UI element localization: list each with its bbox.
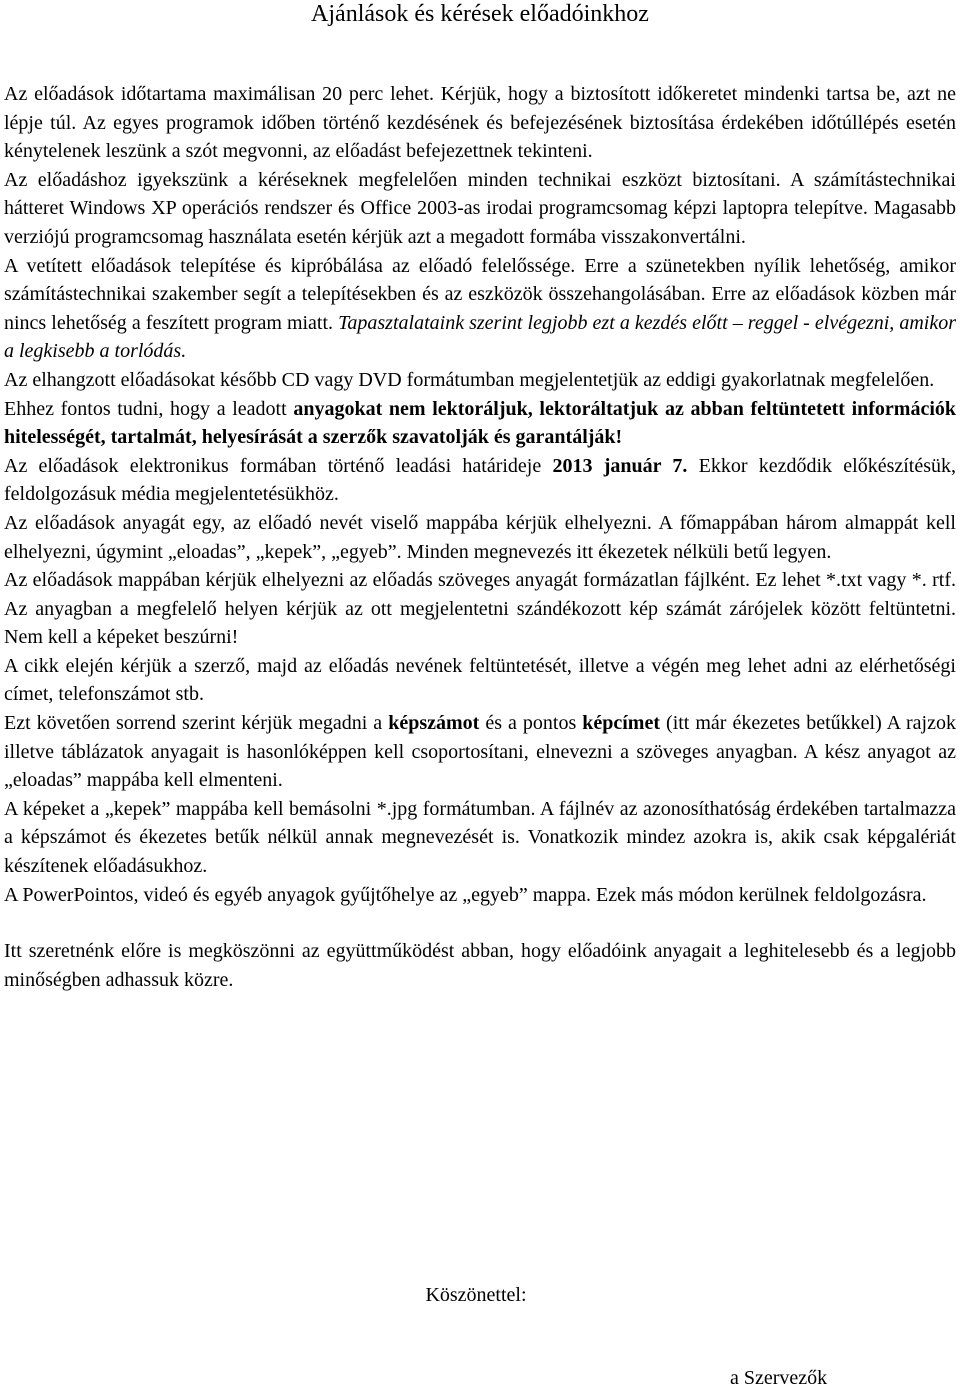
paragraph-closing: Itt szeretnénk előre is megköszönni az együttműködést abban, hogy előadóink anyagait a leghitelesebb és a legjobb minőségben adhassuk közre.: [4, 940, 956, 991]
paragraph-other-media: A PowerPointos, videó és egyéb anyagok gyűjtőhelye az „egyeb” mappa. Ezek más módon kerülnek feldolgozásra.: [4, 883, 927, 906]
document-body: [4, 80, 956, 994]
paragraph-article-header: A cikk elején kérjük a szerző, majd az előadás nevének feltüntetését, illetve a végén meg lehet adni az elérhetőségi címet, telefonszámot stb.: [4, 654, 956, 706]
paragraph-text-format: Az előadások mappában kérjük elhelyezni az előadás szöveges anyagát formázatlan fájlként. Ez lehet *.txt vagy *. rtf. Az anyagban a megfelelő helyen kérjük az ott megjelentetni szándékozott kép számát zárójelek között feltüntetni. Nem kell a képeket beszúrni!: [4, 569, 956, 649]
paragraph-publication: Az elhangzott előadásokat később CD vagy DVD formátumban megjelentetjük az eddigi gyakorlatnak megfelelően.: [4, 368, 935, 391]
paragraph-installation: [4, 252, 956, 366]
paragraph-deadline: [4, 452, 956, 509]
installation-text: A vetített előadások telepítése és kipróbálása az előadó felelőssége. Erre a szünetekben nyílik lehetőség, amikor számítástechnikai szakember segít a telepítésekben és az eszközök összehangolásában. Erre az előadások közben már nincs lehetőség a feszített program miatt.: [4, 254, 956, 334]
deadline-rest: Ekkor kezdődik előkészítésük, feldolgozásuk média megjelentetésükhöz.: [4, 454, 957, 506]
numbering-bold-2: képcímet: [582, 712, 661, 735]
document-page: [4, 0, 956, 994]
numbering-b: és a pontos: [479, 712, 583, 735]
paragraph-time-limit: Az előadások időtartama maximálisan 20 perc lehet. Kérjük, hogy a biztosított időkeretet mindenki tartsa be, azt ne lépje túl. Az egyes programok időben történő kezdésének és befejezésének biztosítása érdekében időtúllépés esetén kénytelenek leszünk a szót megvonni, az előadást befejezettnek tekinteni.: [4, 83, 956, 163]
deadline-date: 2013 január 7.: [552, 454, 688, 477]
paragraph-images: A képeket a „kepek” mappába kell bemásolni *.jpg formátumban. A fájlnév az azonosíthatóság érdekében tartalmazza a képszámot és ékezetes betűk nélkül annak megnevezését is. Vonatkozik mindez azokra is, akik csak képgalériát készítenek előadásukhoz.: [4, 797, 956, 878]
deadline-intro: Az előadások elektronikus formában történő leadási határideje: [4, 454, 553, 477]
paragraph-image-numbering: [4, 709, 956, 795]
responsibility-bold: anyagokat nem lektoráljuk, lektoráltatjuk az abban feltüntetett információk hitelességét, tartalmát, helyesírását a szerzők szavatolják és garantálják!: [4, 397, 956, 449]
paragraph-folders: Az előadások anyagát egy, az előadó nevét viselő mappába kérjük elhelyezni. A főmappában három almappát kell elhelyezni, úgymint „eloadas”, „kepek”, „egyeb”. Minden megnevezés itt ékezetek nélküli betű legyen.: [4, 511, 956, 563]
responsibility-intro: Ehhez fontos tudni, hogy a leadott: [4, 397, 294, 420]
paragraph-technical: Az előadáshoz igyekszünk a kéréseknek megfelelően minden technikai eszközt biztosítani. A számítástechnikai hátteret Windows XP operációs rendszer és Office 2003-as irodai programcsomag képzi laptopra telepítve. Magasabb verziójú programcsomag használata esetén kérjük azt a megadott formába visszakonvertálni.: [4, 168, 956, 248]
document-title: Ajánlások és kérések előadóinkhoz: [311, 1, 649, 27]
installation-tip: Tapasztalataink szerint legjobb ezt a kezdés előtt – reggel - elvégezni, amikor a legkisebb a torlódás.: [4, 311, 957, 363]
signature: a Szervezők: [730, 1367, 828, 1389]
numbering-c: (itt már ékezetes betűkkel) A rajzok illetve táblázatok anyagait is hasonlóképpen kell csoportosítani, elnevezni a szöveges anyagban. A kész anyagot az „eloadas” mappába kell elmenteni.: [4, 712, 956, 792]
greeting: Köszönettel:: [425, 1284, 527, 1306]
numbering-a: Ezt követően sorrend szerint kérjük megadni a: [4, 712, 389, 735]
numbering-bold-1: képszámot: [388, 712, 480, 735]
paragraph-responsibility: [4, 395, 956, 452]
